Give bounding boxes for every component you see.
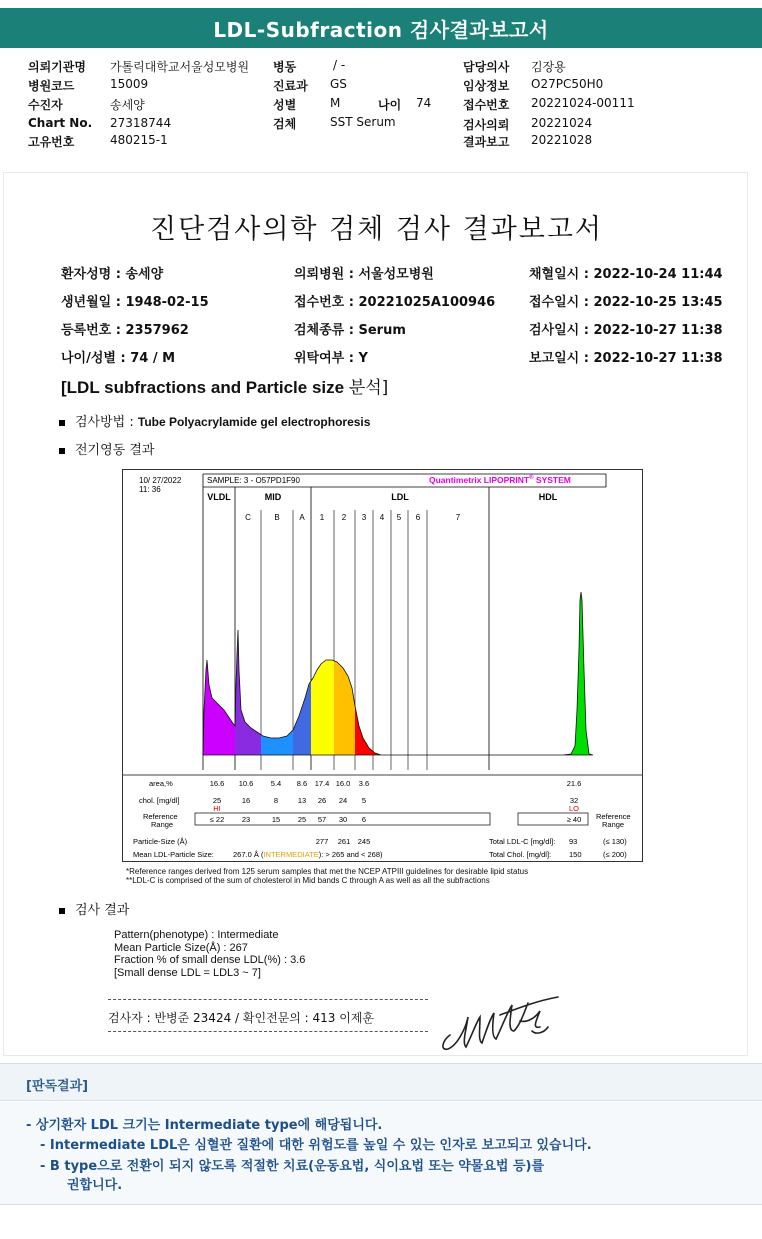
total-chol-ref: (≤ 200) — [603, 850, 627, 859]
chol-value: 26 — [317, 796, 327, 805]
header-title: LDL-Subfraction 검사결과보고서 — [213, 17, 549, 42]
reference-value: 30 — [338, 815, 348, 824]
mean-size-flag: INTERMEDIATE — [263, 850, 319, 859]
area-value: 17.4 — [314, 779, 330, 788]
chart-notes — [126, 867, 528, 885]
report-field: 검체종류 : Serum — [294, 323, 406, 338]
report-field: 생년월일 : 1948-02-15 — [61, 295, 209, 310]
flag-lo: LO — [568, 804, 580, 813]
curve-segment-HDL — [203, 592, 593, 755]
total-chol-label: Total Chol. [mg/dl]: — [489, 850, 552, 859]
curve-segment-2 — [203, 592, 593, 755]
info-label: 병원코드 — [28, 79, 75, 93]
info-value: / - — [333, 58, 346, 72]
info-label: 의뢰기관명 — [28, 60, 86, 74]
note-line: *Reference ranges derived from 125 serum samples that met the NCEP ATPIII guidelines for desirable lipid status — [126, 867, 529, 876]
curve-segment-B — [203, 592, 593, 755]
info-label: 성별 — [273, 98, 297, 112]
group-label-hdl: HDL — [538, 492, 558, 502]
row-label-ref-2: Range — [151, 820, 174, 829]
row-label-psize: Particle-Size (Å) — [133, 837, 188, 846]
info-value: 480215-1 — [110, 133, 168, 147]
report-field: 환자성명 : 송세양 — [61, 267, 164, 282]
info-value: 송세양 — [110, 98, 145, 112]
info-value: 15009 — [110, 77, 149, 91]
reference-value: 6 — [361, 815, 367, 824]
band-label: C — [245, 513, 251, 522]
reference-value: 57 — [317, 815, 327, 824]
chart-brand — [429, 474, 571, 485]
curve-segment-1 — [203, 592, 593, 755]
method-line — [59, 411, 370, 430]
chol-value: 8 — [273, 796, 279, 805]
info-label: 고유번호 — [28, 135, 75, 149]
group-label-vldl: VLDL — [207, 492, 231, 502]
total-ldl-label: Total LDL-C [mg/dl]: — [489, 837, 556, 846]
row-label-ref-1: Reference — [143, 812, 178, 821]
bullet-icon — [59, 448, 65, 454]
info-label: 담당의사 — [463, 60, 510, 74]
band-label: A — [299, 513, 305, 522]
lab-report — [3, 172, 748, 1056]
bullet-icon — [59, 908, 65, 914]
area-value: 21.6 — [566, 779, 582, 788]
band-label: 6 — [415, 513, 421, 522]
opinion-line: - B type으로 전환이 되지 않도록 적절한 치료(운동요법, 식이요법 또는 약물요법 등)를 — [40, 1159, 545, 1174]
total-ldl-value: 93 — [569, 837, 578, 846]
info-value: SST Serum — [330, 115, 396, 129]
total-chol-value: 150 — [569, 850, 582, 859]
info-label: 접수번호 — [463, 98, 510, 112]
divider — [108, 999, 428, 1000]
section-title-ko: 분석] — [348, 378, 389, 398]
total-ldl-ref: (≤ 130) — [603, 837, 627, 846]
info-label: 수진자 — [28, 98, 63, 112]
lipoprint-svg — [123, 470, 643, 862]
band-label: B — [274, 513, 280, 522]
info-label: 검체 — [273, 117, 297, 131]
lipoprint-chart — [122, 469, 643, 862]
result-block — [114, 929, 305, 979]
reference-value: 15 — [271, 815, 281, 824]
result-line: [Small dense LDL = LDL3 ~ 7] — [114, 966, 261, 979]
chart-table — [133, 779, 631, 859]
particle-size-value: 261 — [337, 837, 351, 846]
chol-value: 5 — [361, 796, 367, 805]
report-field: 보고일시 : 2022-10-27 11:38 — [529, 351, 723, 366]
row-label-chol: chol. [mg/dl] — [139, 796, 180, 805]
opinion-line: 권합니다. — [67, 1178, 123, 1193]
opinion-body — [0, 1102, 762, 1205]
info-value: 20221028 — [531, 133, 593, 147]
flag-hi: HI — [213, 804, 221, 813]
band-labels — [245, 513, 461, 522]
bullet-icon — [59, 420, 65, 426]
electro-line — [59, 439, 154, 458]
info-value: 김장용 — [531, 60, 566, 74]
signature-line: 검사자 : 반병준 23424 / 확인전문의 : 413 이제훈 — [108, 1011, 375, 1025]
electrophoresis-curves — [203, 592, 593, 755]
opinion-line: - 상기환자 LDL 크기는 Intermediate type에 해당됩니다. — [26, 1118, 383, 1133]
row-label-area: area,% — [149, 779, 173, 788]
info-label: 검사의뢰 — [463, 118, 510, 132]
info-value: GS — [330, 77, 347, 91]
divider — [108, 1031, 428, 1032]
report-field: 나이/성별 : 74 / M — [61, 351, 176, 366]
band-label: 4 — [379, 513, 385, 522]
info-label: 임상정보 — [463, 79, 510, 93]
group-label-mid: MID — [264, 492, 282, 502]
chol-value: 25 — [212, 796, 222, 805]
info-value: M — [330, 96, 341, 110]
curve-segment-3 — [203, 592, 593, 755]
info-label: 진료과 — [273, 79, 308, 93]
section-title-en: [LDL subfractions and Particle size — [61, 378, 349, 397]
chol-value: 24 — [338, 796, 348, 805]
group-labels — [207, 492, 557, 502]
mean-size-value: 267.0 Å ( — [233, 850, 264, 859]
report-field: 접수일시 : 2022-10-25 13:45 — [529, 295, 723, 310]
band-label: 7 — [455, 513, 461, 522]
info-value: 74 — [416, 96, 432, 110]
chol-value: 16 — [241, 796, 251, 805]
area-value: 10.6 — [238, 779, 254, 788]
area-value: 16.0 — [335, 779, 351, 788]
result-line: Fraction % of small dense LDL(%) : 3.6 — [114, 954, 306, 966]
chol-value: 32 — [569, 796, 579, 805]
info-value: 20221024 — [531, 116, 593, 130]
method-value: Tube Polyacrylamide gel electrophoresis — [137, 415, 371, 429]
curve-outline — [203, 592, 593, 755]
particle-size-value: 245 — [357, 837, 371, 846]
result-heading-line — [59, 899, 129, 918]
band-label: 5 — [396, 513, 402, 522]
chart-sample: SAMPLE: 3 - O57PD1F90 — [207, 476, 300, 485]
info-label: 나이 — [378, 98, 402, 112]
curve-segment-C — [203, 592, 593, 755]
report-field: 등록번호 : 2357962 — [61, 323, 189, 338]
table-cells — [210, 779, 582, 846]
report-field: 의뢰병원 : 서울성모병원 — [294, 267, 434, 282]
mean-size-line — [233, 850, 383, 859]
area-value: 5.4 — [270, 779, 282, 788]
reference-side-label: Reference Range — [596, 812, 631, 829]
info-label: 결과보고 — [463, 135, 510, 149]
chart-brand-mark: ® — [529, 475, 534, 481]
report-field: 위탁여부 : Y — [294, 351, 368, 366]
chart-brand-name: Quantimetrix LIPOPRINT — [429, 475, 530, 485]
result-label: 검사 결과 — [75, 903, 130, 918]
info-value: 가톨릭대학교서울성모병원 — [110, 60, 250, 74]
mean-size-rest: ): > 265 and < 268) — [318, 850, 383, 859]
report-field: 채혈일시 : 2022-10-24 11:44 — [529, 267, 723, 282]
band-label: 1 — [319, 513, 325, 522]
area-value: 8.6 — [296, 779, 308, 788]
opinion-header — [0, 1063, 762, 1101]
info-value: 20221024-00111 — [531, 96, 635, 110]
group-label-ldl: LDL — [391, 492, 409, 502]
report-field: 검사일시 : 2022-10-27 11:38 — [529, 323, 723, 338]
info-value: 27318744 — [110, 116, 172, 130]
reference-value: 23 — [241, 815, 251, 824]
result-line: Pattern(phenotype) : Intermediate — [114, 929, 279, 941]
report-header — [0, 8, 762, 48]
result-line: Mean Particle Size(Å) : 267 — [114, 941, 248, 954]
method-label: 검사방법 : — [75, 415, 138, 430]
electro-label: 전기영동 결과 — [75, 443, 155, 458]
chart-time: 11: 36 — [139, 485, 161, 494]
report-field: 접수번호 : 20221025A100946 — [294, 295, 496, 310]
report-title: 진단검사의학 검체 검사 결과보고서 — [150, 214, 603, 245]
row-label-mean: Mean LDL-Particle Size: — [133, 850, 214, 859]
area-value: 3.6 — [358, 779, 370, 788]
note-line: **LDL-C is comprised of the sum of cholesterol in Mid bands C through A as well as all the subfractions — [126, 876, 490, 885]
reference-value: ≥ 40 — [566, 815, 582, 824]
section-title — [61, 373, 388, 398]
chol-value: 13 — [297, 796, 307, 805]
info-label: 병동 — [273, 60, 297, 74]
info-value: O27PC50H0 — [531, 77, 604, 91]
chart-header — [139, 474, 571, 494]
reference-value: 25 — [297, 815, 307, 824]
opinion-heading: [판독결과] — [26, 1079, 89, 1094]
particle-size-value: 277 — [315, 837, 329, 846]
band-label: 2 — [341, 513, 347, 522]
handwritten-signature — [436, 991, 566, 1057]
row-label-ref — [143, 812, 178, 829]
band-label: 3 — [361, 513, 367, 522]
reference-value: ≤ 22 — [209, 815, 225, 824]
info-label: Chart No. — [28, 116, 93, 130]
curve-segment-A — [203, 592, 593, 755]
curve-segment-VLDL — [203, 592, 593, 755]
chart-brand-suffix: SYSTEM — [533, 475, 571, 485]
chart-date: 10/ 27/2022 — [139, 476, 182, 485]
opinion-line: - Intermediate LDL은 심혈관 질환에 대한 위험도를 높일 수 있는 인자로 보고되고 있습니다. — [40, 1138, 592, 1153]
area-value: 16.6 — [209, 779, 225, 788]
